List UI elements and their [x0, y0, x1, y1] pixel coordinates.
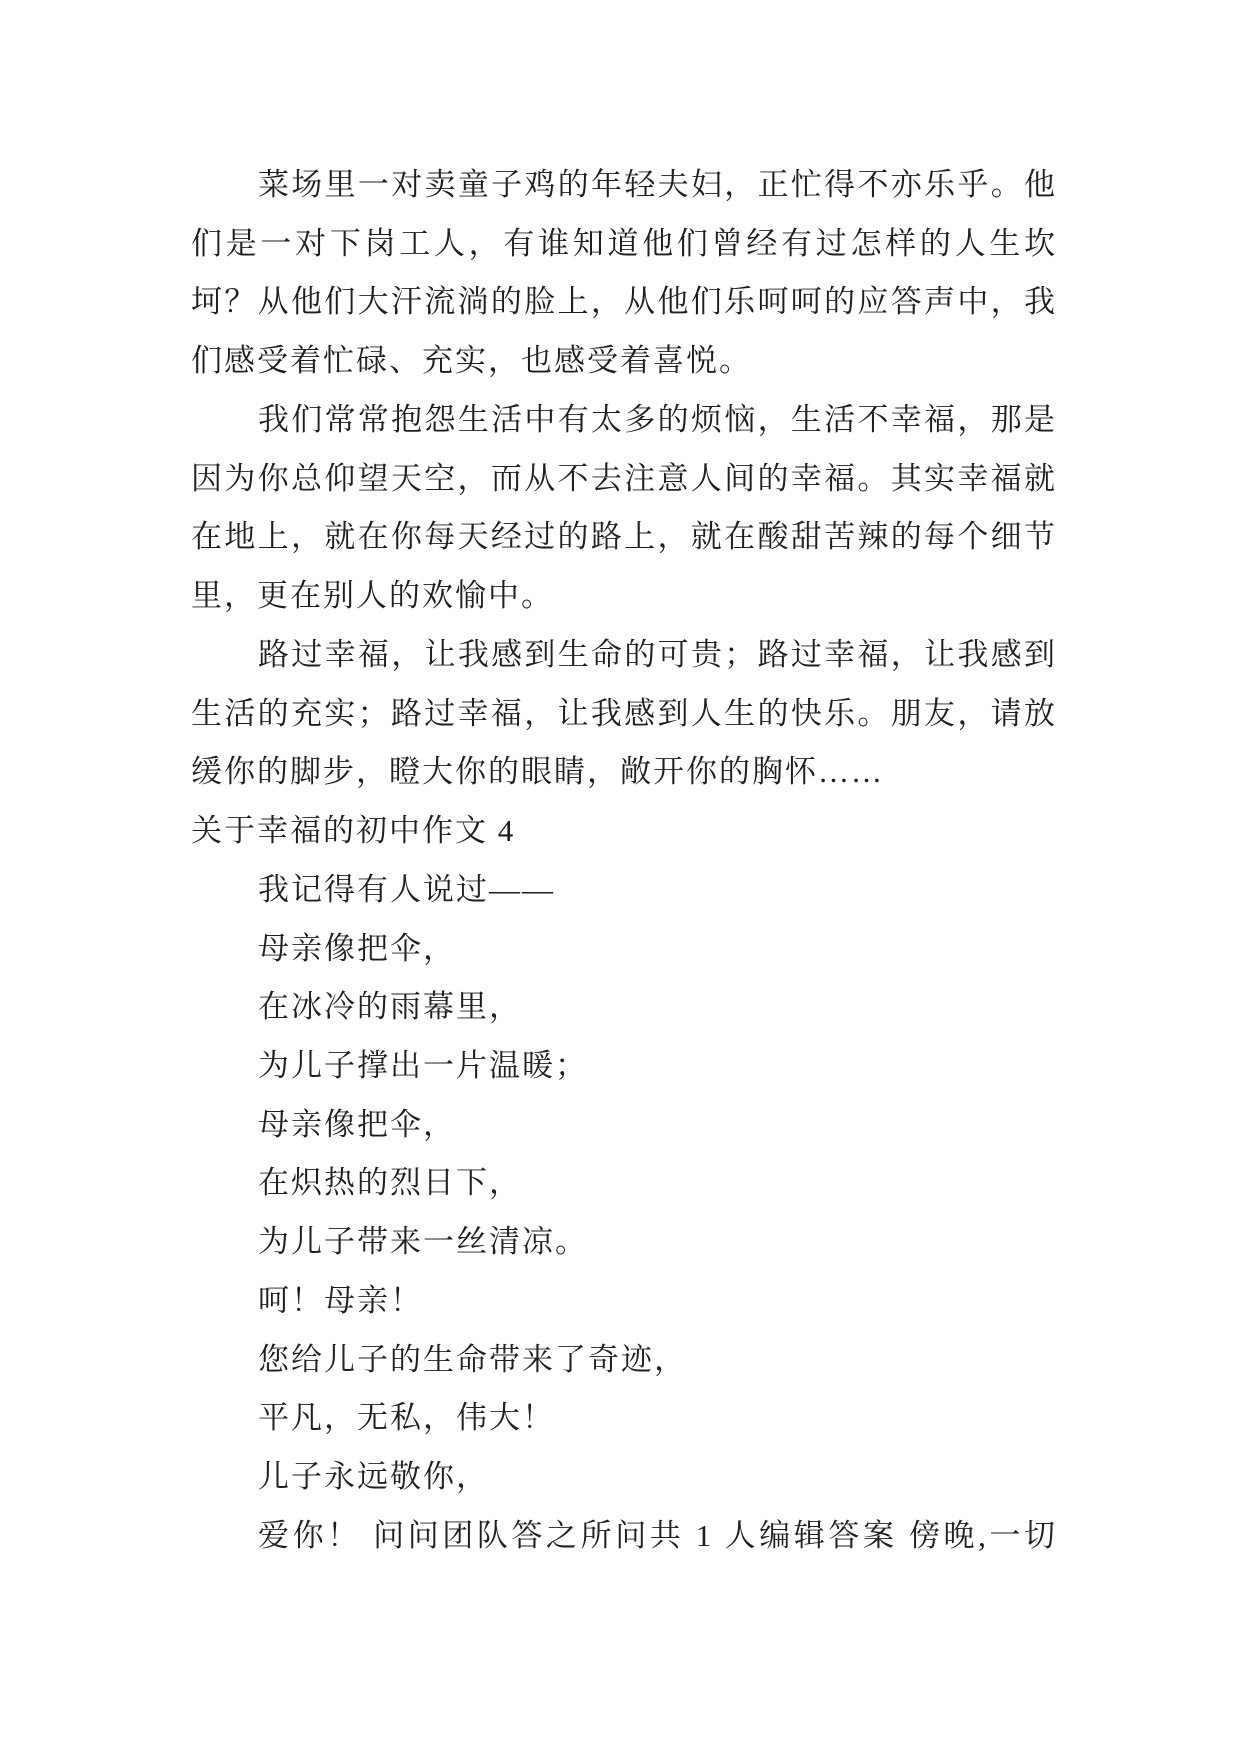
paragraph-line: 缓你的脚步，瞪大你的眼睛，敞开你的胸怀…… [191, 754, 884, 790]
essay-title: 关于幸福的初中作文 4 [191, 813, 516, 849]
poem [191, 861, 1057, 1566]
paragraph-line: 菜场里一对卖童子鸡的年轻夫妇，正忙得不亦乐乎。他 [258, 167, 1057, 202]
paragraph [191, 626, 1057, 802]
paragraph-line: 生活的充实；路过幸福，让我感到人生的快乐。朋友，请放 [191, 695, 1057, 731]
poem-line: 儿子永远敬你， [258, 1459, 489, 1495]
paragraph [191, 156, 1057, 391]
paragraph-line: 里，更在别人的欢愉中。 [191, 578, 554, 614]
paragraph-line: 我们常常抱怨生活中有太多的烦恼，生活不幸福，那是 [258, 401, 1057, 437]
poem-line: 呵！母亲！ [258, 1282, 423, 1318]
paragraph-line: 们是一对下岗工人，有谁知道他们曾经有过怎样的人生坎 [191, 225, 1057, 261]
poem-line: 平凡，无私，伟大！ [258, 1400, 555, 1436]
paragraph-line: 因为你总仰望天空，而从不去注意人间的幸福。其实幸福就 [191, 460, 1057, 496]
poem-line: 我记得有人说过—— [258, 871, 555, 907]
paragraph [191, 391, 1057, 626]
paragraph-line: 路过幸福，让我感到生命的可贵；路过幸福，让我感到 [258, 636, 1057, 672]
poem-line: 您给儿子的生命带来了奇迹， [258, 1341, 687, 1377]
poem-line: 爱你！ 问问团队答之所问共 1 人编辑答案 傍晚,一切 [258, 1517, 1057, 1553]
paragraph-line: 坷？从他们大汗流淌的脸上，从他们乐呵呵的应答声中，我 [191, 284, 1057, 320]
paragraph-line: 在地上，就在你每天经过的路上，就在酸甜苦辣的每个细节 [191, 519, 1057, 555]
poem-line: 为儿子撑出一片温暖； [258, 1048, 588, 1084]
poem-line: 母亲像把伞， [258, 930, 456, 966]
poem-line: 母亲像把伞， [258, 1106, 456, 1142]
paragraph-line: 们感受着忙碌、充实，也感受着喜悦。 [191, 343, 752, 379]
poem-line: 在炽热的烈日下， [258, 1165, 522, 1201]
poem-line: 为儿子带来一丝清凉。 [258, 1224, 588, 1260]
document-body [191, 156, 1057, 1566]
poem-line: 在冰冷的雨幕里， [258, 989, 522, 1025]
